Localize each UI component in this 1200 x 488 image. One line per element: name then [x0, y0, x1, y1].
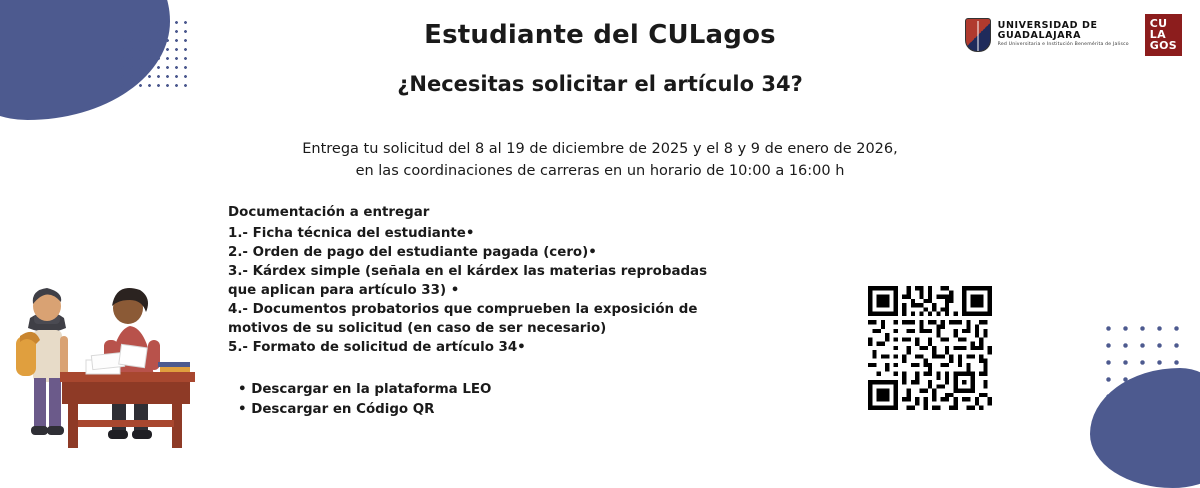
- logo-group: [965, 14, 1182, 56]
- page-subtitle: ¿Necesitas solicitar el artículo 34?: [397, 72, 803, 96]
- udg-logo: [965, 18, 1129, 52]
- culagos-logo-line1: CU: [1149, 17, 1168, 30]
- download-notes: [238, 380, 491, 420]
- documents-list: [228, 203, 728, 357]
- list-item: 2.- Orden de pago del estudiante pagada (cero)•: [228, 245, 597, 261]
- note-item: • Descargar en la plataforma LEO: [238, 382, 492, 397]
- udg-logo-text: [998, 21, 1129, 48]
- list-item: 5.- Formato de solicitud de artículo 34•: [228, 340, 526, 356]
- note-item: • Descargar en Código QR: [238, 402, 435, 418]
- culagos-logo-line2: LA: [1149, 28, 1166, 42]
- udg-shield-icon: [965, 18, 991, 52]
- deadline-line-1: Entrega tu solicitud del 8 al 19 de diciembre de 2025 y el 8 y 9 de enero de 2026,: [302, 141, 898, 157]
- documents-heading: Documentación a entregar: [228, 205, 430, 220]
- udg-logo-line1: UNIVERSIDAD DE: [997, 20, 1098, 32]
- udg-logo-line2: GUADALAJARA: [997, 30, 1082, 42]
- page-title: Estudiante del CULagos: [424, 20, 776, 50]
- list-item: 3.- Kárdex simple (señala en el kárdex las materias reprobadas que aplican para artículo 33) •: [228, 264, 708, 299]
- students-at-desk-illustration: [0, 248, 205, 448]
- udg-logo-line3: Red Universitaria e Institución Benemérita de Jalisco: [997, 42, 1129, 48]
- list-item: 1.- Ficha técnica del estudiante•: [228, 226, 475, 242]
- culagos-logo: [1145, 14, 1182, 56]
- deadline-text: [0, 138, 1200, 183]
- culagos-logo-line3: GOS: [1149, 39, 1177, 53]
- deadline-line-2: en las coordinaciones de carreras en un horario de 10:00 a 16:00 h: [355, 163, 845, 180]
- list-item: 4.- Documentos probatorios que comprueben la exposición de motivos de su solicitud (en caso de ser necesario): [228, 302, 698, 337]
- qr-code-icon[interactable]: [866, 286, 994, 410]
- decorative-dots-bottom-right: [1100, 320, 1180, 420]
